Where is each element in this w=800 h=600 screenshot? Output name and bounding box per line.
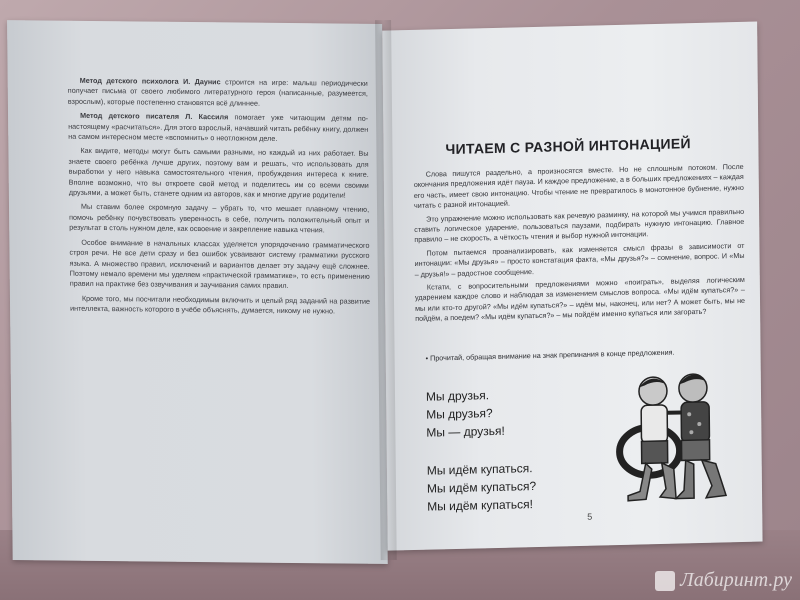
paragraph-lead: Метод детского психолога И. Даунис [79,75,221,87]
exercise-line: Мы — друзья! [426,423,505,440]
exercise-instruction: • Прочитай, обращая внимание на знак препинания в конце предложения. [425,347,675,363]
labirint-logo-icon [655,571,675,591]
paragraph-body: Особое внимание в начальных классах уделяется упорядочению грамматического строя речи. Не все дети сразу и без ошибок усваивают систему грамматики русского языка. А множество правил, исключений и вариантов делает эту задачу ещё сложнее. Поэтому немало времени мы уделяем «практической грамматике», то есть применению правил на практике без озвучивания и заучивания самих правил. [69,237,370,291]
paragraph-body: помогает уже читающим детям по-настоящему «расчитаться». Для этого взрослый, начавший читать ребёнку книгу, должен на самом интересном месте «вспомнить» о неотложном деле. [68,112,369,143]
right-paragraph: Слова пишутся раздельно, а произносятся вместе. Но не сплошным потоком. После окончания предложения идёт пауза. И каждое предложение, а в больших предложениях – каждая его часть, имеет свою интонацию. Чтобы чтение не превратилось в монотонное бубнение, нужно читать с разной интонацией. [413,161,744,211]
paragraph-body: Как видите, методы могут быть самыми разными, но каждый из них работает. Вы знаете своего ребёнка лучше других, поэтому вам и решать, что использовать для выработки у него навыка самостоятельного чтения, пробуждения интереса к книге. Вполне возможно, что вы откроете свой метод и поделитесь им со всеми своими друзьями, а может быть, станете одним из авторов, как и многие другие родители! [68,146,369,200]
book-spread [7,16,773,584]
exercise-line: Мы идём купаться. [426,461,533,478]
exercise-line: Мы друзья? [426,406,493,422]
paragraph-body: Мы ставим более скромную задачу – убрать то, что мешает плавному чтению, помочь ребёнку почувствовать уверенность в себе, получить положительный опыт и результат в столь нужном деле, как освоение и закрепление навыка чтения. [69,202,370,235]
exercise-set-swimming [427,459,537,516]
exercise-line: Мы друзья. [425,388,490,404]
watermark-text: Лабиринт.ру [680,569,792,591]
right-paragraph: Это упражнение можно использовать как речевую разминку, на которой мы учимся правильно ставить логическое ударение, пользоваться паузами, подбирать нужную интонацию. Главное правило – не скорость, а чёткость чтения и выбор нужной интонации. [414,206,745,245]
watermark [655,569,792,592]
left-page-text [68,76,371,322]
right-page [382,22,762,551]
right-page-text [414,162,746,328]
section-heading: ЧИТАЕМ С РАЗНОЙ ИНТОНАЦИЕЙ [445,135,691,158]
left-paragraph-6 [70,293,370,317]
right-paragraph: Кстати, с вопросительными предложениями можно «поиграть», выделяя логическим ударением каждое слово и наблюдая за изменением смыслов вопроса. «Мы идём купаться?» – мы или кто-то другой? «Мы идём купаться?» – идём мы, наконец, или нет? А может быть, мы не пойдём, а поедем? «Мы идём купаться?» – мы пойдём именно купаться или загорать? [414,274,746,324]
left-paragraph-5 [69,237,370,292]
two-boys-illustration [601,367,742,510]
left-paragraph-3 [68,146,369,201]
page-number: 5 [587,511,593,522]
exercise-line: Мы идём купаться! [427,497,534,514]
right-paragraph: Потом пытаемся проанализировать, как изменяется смысл фразы в зависимости от интонации: «Мы друзья» – просто констатация факта, «Мы друзья?» – сомнение, вопрос. И «Мы – друзья!» – радостное сообщение. [414,240,745,279]
paragraph-lead: Метод детского писателя Л. Кассиля [80,111,229,122]
left-paragraph-2 [68,111,368,145]
left-paragraph-1 [68,76,368,110]
left-page [7,20,388,564]
exercise-set-friends [426,386,505,442]
paragraph-body: строится на игре: малыш периодически получает письма от своего любимого литературного героя (написанные, разумеется, взрослым), которые постепенно становятся всё длиннее. [67,77,368,108]
paragraph-body: Кроме того, мы посчитали необходимым включить и целый ряд заданий на развитие интеллекта, важность которого в учёбе объяснять, думается, никому не нужно. [70,293,371,316]
exercise-line: Мы идём купаться? [426,479,537,496]
left-paragraph-4 [69,202,369,236]
